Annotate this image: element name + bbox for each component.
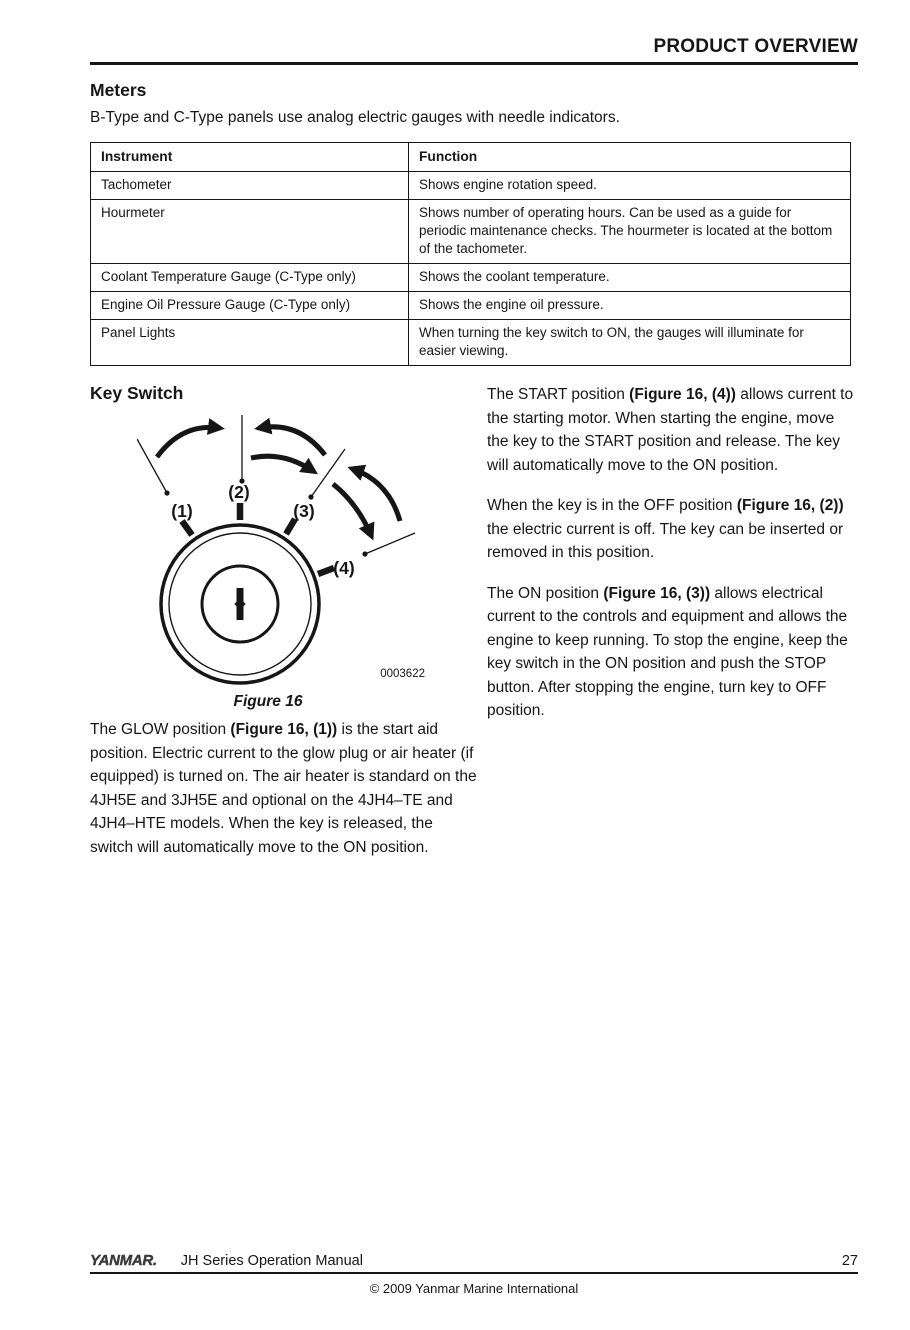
- paragraph-text: The START position: [487, 386, 630, 403]
- copyright-notice: © 2009 Yanmar Marine International: [369, 1281, 579, 1296]
- paragraph-text: The GLOW position: [90, 721, 231, 738]
- table-cell-instrument: Coolant Temperature Gauge (C-Type only): [91, 264, 409, 292]
- figure-label-2: (2): [228, 482, 250, 502]
- figure-label-3: (3): [293, 501, 315, 521]
- leader-dot-4: [362, 551, 367, 556]
- table-header-function: Function: [409, 143, 851, 172]
- header-rule: [90, 62, 858, 65]
- table-row: [91, 320, 851, 366]
- meters-intro: B-Type and C-Type panels use analog electric gauges with needle indicators.: [90, 109, 620, 126]
- rotation-arrow-on-to-off: [260, 427, 325, 455]
- paragraph-text: When the key is in the OFF position: [487, 497, 737, 514]
- table-cell-function: Shows engine rotation speed.: [409, 172, 851, 200]
- off-paragraph: [487, 494, 858, 565]
- key-switch-heading: Key Switch: [90, 383, 184, 403]
- table-row: [91, 292, 851, 320]
- table-cell-instrument: Engine Oil Pressure Gauge (C-Type only): [91, 292, 409, 320]
- figure-label-4: (4): [333, 558, 355, 578]
- figure-reference: (Figure 16, (1)): [230, 721, 338, 738]
- leader-dot-1: [164, 490, 169, 495]
- meters-section: [90, 80, 858, 366]
- figure-reference: (Figure 16, (3)): [603, 584, 711, 602]
- manual-title: JH Series Operation Manual: [180, 1253, 363, 1269]
- paragraph-text: The ON position: [487, 584, 604, 602]
- glow-paragraph: [90, 718, 477, 859]
- figure-caption: Figure 16: [233, 693, 303, 710]
- table-header-instrument: Instrument: [91, 143, 409, 172]
- key-switch-figure: [90, 409, 477, 711]
- instruments-table: [90, 142, 851, 366]
- figure-reference: (Figure 16, (4)): [629, 386, 736, 403]
- page-number: 27: [841, 1253, 858, 1269]
- rotation-arrow-off-to-on: [251, 456, 313, 471]
- page-footer: [90, 1252, 858, 1296]
- table-row: [91, 264, 851, 292]
- keyhole: [234, 588, 245, 620]
- figure-reference: (Figure 16, (2)): [736, 497, 844, 514]
- paragraph-text: allows current to the starting motor. When starting the engine, move the key to the START position and release. The key will automatically move to the ON position.: [487, 386, 854, 474]
- leader-line-4: [365, 533, 415, 554]
- table-header-row: [91, 143, 851, 172]
- table-cell-function: When turning the key switch to ON, the gauges will illuminate for easier viewing.: [409, 320, 851, 366]
- table-row: [91, 172, 851, 200]
- table-cell-instrument: Panel Lights: [91, 320, 409, 366]
- start-paragraph: [487, 383, 858, 477]
- table-cell-instrument: Hourmeter: [91, 200, 409, 264]
- on-paragraph: [487, 582, 858, 723]
- paragraph-text: the electric current is off. The key can be inserted or removed in this position.: [487, 520, 844, 561]
- paragraph-text: is the start aid position. Electric current to the glow plug or air heater (if equipped) is turned on. The air heater is standard on the 4JH5E and 3JH5E and optional on the 4JH4–TE and 4JH4–HTE models. When the key is released, the switch will automatically move to the ON position.: [90, 721, 477, 856]
- left-column: [90, 381, 477, 859]
- key-switch-section: [90, 381, 858, 859]
- table-row: [91, 200, 851, 264]
- page-header: [90, 36, 858, 65]
- meters-heading: Meters: [90, 80, 147, 100]
- table-cell-function: Shows the engine oil pressure.: [409, 292, 851, 320]
- rotation-arrow-glow-to-off: [157, 427, 219, 457]
- table-cell-function: Shows the coolant temperature.: [409, 264, 851, 292]
- yanmar-logo: YANMAR.: [90, 1252, 157, 1269]
- paragraph-text: allows electrical current to the controls and equipment and allows the engine to keep running. To stop the engine, keep the key switch in the ON position and push the STOP button. After stopping the engine, turn key to OFF position.: [487, 584, 848, 719]
- figure-label-1: (1): [171, 501, 193, 521]
- footer-rule: [90, 1272, 858, 1274]
- leader-dot-3: [308, 494, 313, 499]
- table-cell-function: Shows number of operating hours. Can be used as a guide for periodic maintenance checks. The hourmeter is located at the bottom of the tachometer.: [409, 200, 851, 264]
- footer-line: [90, 1252, 858, 1269]
- page-header-title: PRODUCT OVERVIEW: [653, 36, 858, 57]
- right-column: [487, 381, 858, 859]
- figure-code: 0003622: [380, 668, 425, 680]
- rotation-arrow-on-to-start: [333, 484, 371, 535]
- table-cell-instrument: Tachometer: [91, 172, 409, 200]
- key-switch-diagram: [137, 409, 449, 691]
